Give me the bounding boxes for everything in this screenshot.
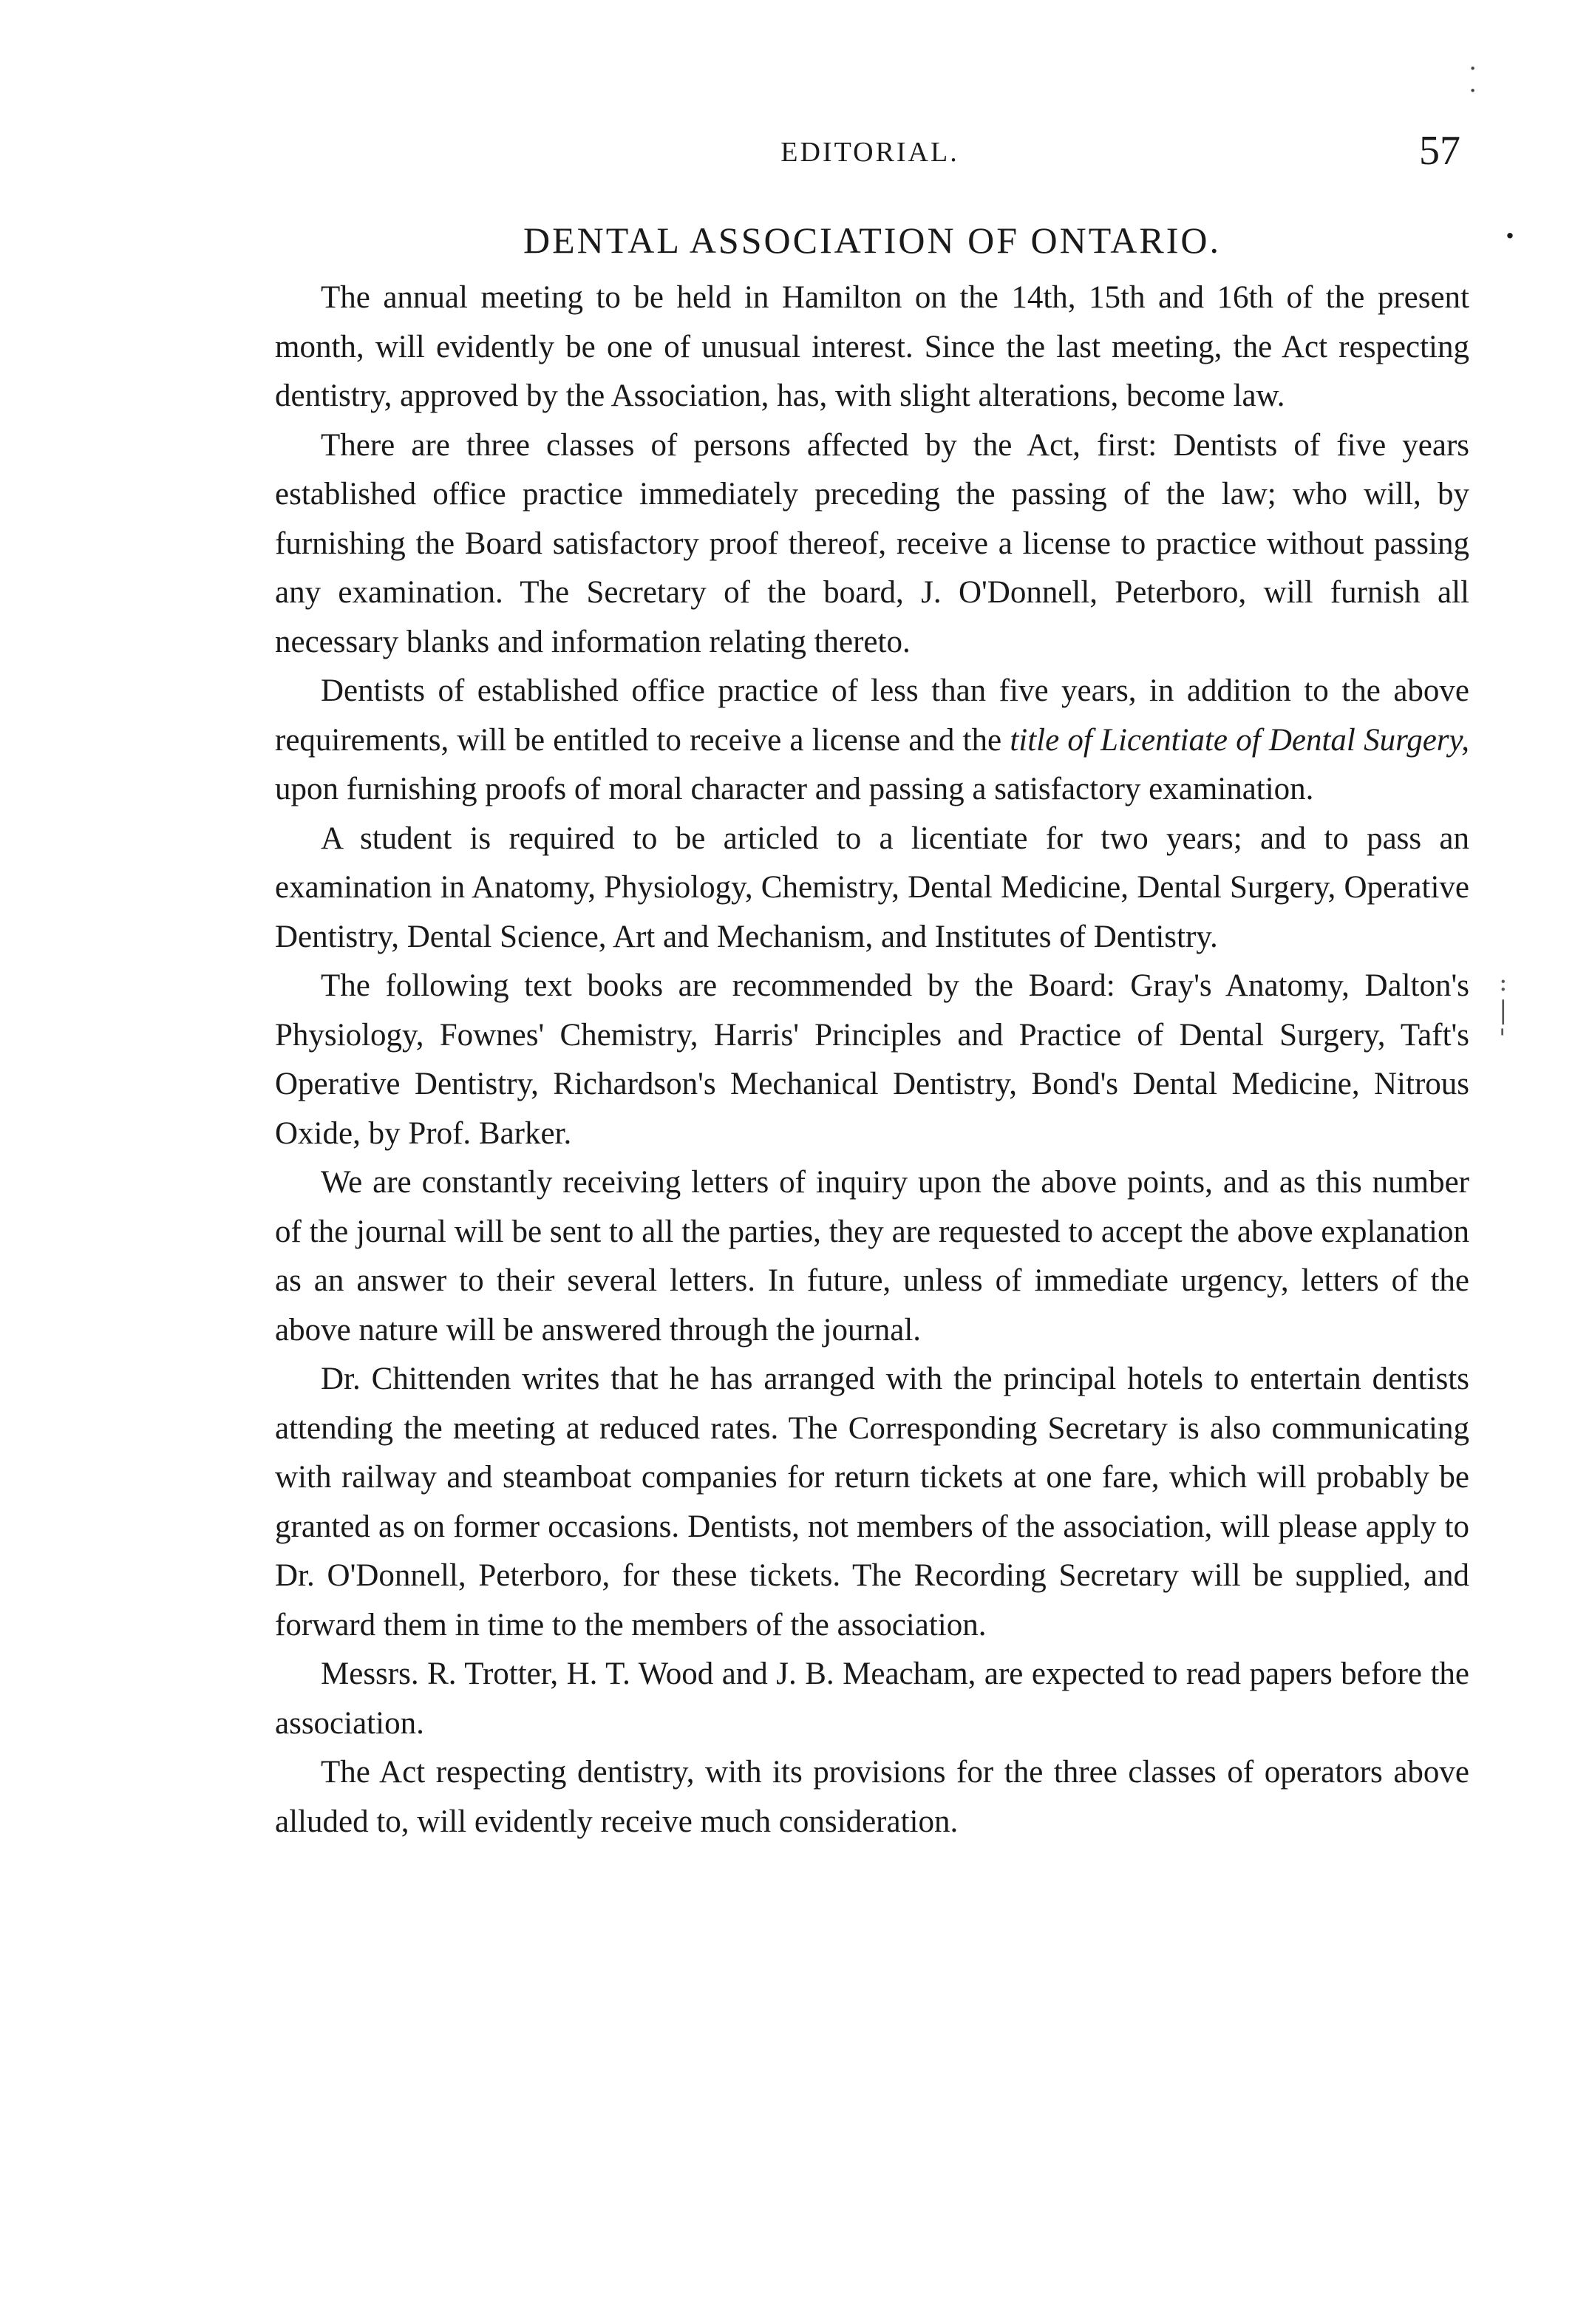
paragraph-letters: We are constantly receiving letters of inquiry upon the above points, and as this number of the journal will be sent to all the parties, they are requested to accept the above explanation as an answer to their several letters. In future, unless of immediate urgency, letters of the above nature will be answered through the journal. bbox=[275, 1165, 1469, 1348]
page-number: 57 bbox=[1419, 128, 1460, 174]
licentiate-title: title of Licentiate of Dental Surgery, bbox=[1010, 722, 1469, 758]
paragraph-hotels: Dr. Chittenden writes that he has arranged with the principal hotels to entertain dentists attending the meeting at reduced rates. The Corresponding Secretary is also communicating with railway and steamboat companies for return tickets at one fare, which will probably be granted as on former occasions. Dentists, not members of the association, will please apply to Dr. O'Donnell, Peterboro, for these tickets. The Recording Secretary will be supplied, and forward them in time to the members of the association. bbox=[275, 1362, 1469, 1642]
paragraph-licentiate-part1: Dentists of established office practice of less than five years, in addition to the above requirements, will be entitled to receive a license and the bbox=[275, 673, 1469, 758]
paragraph-student: A student is required to be articled to a licentiate for two years; and to pass an examination in Anatomy, Physiology, Chemistry, Dental Medicine, Dental Surgery, Operative Dentistry, Dental Science, Art and Mechanism, and Institutes of Dentistry. bbox=[275, 820, 1469, 954]
paragraph-three-classes: There are three classes of persons affected by the Act, first: Dentists of five years established office practice immediately preceding the passing of the law; who will, by furnishing the Board satisfactory proof thereof, receive a license to practice without passing any examination. The Secretary of the board, J. O'Donnell, Peterboro, will furnish all necessary blanks and information relating thereto. bbox=[275, 427, 1469, 659]
paragraph-act-consideration: The Act respecting dentistry, with its provisions for the three classes of operators above alluded to, will evidently receive much consideration. bbox=[275, 1755, 1469, 1839]
paragraph-licentiate-part2: upon furnishing proofs of moral character and passing a satisfactory examination. bbox=[275, 772, 1314, 806]
ink-speck-icon: · bbox=[1505, 219, 1515, 254]
paragraph-annual-meeting: The annual meeting to be held in Hamilton on the 14th, 15th and 16th of the present month, will evidently be one of unusual interest. Since the last meeting, the Act respecting dentistry, approved by the Association, has, with slight alterations, become law. bbox=[275, 280, 1469, 413]
running-head bbox=[275, 128, 1465, 183]
paragraph-papers: Messrs. R. Trotter, H. T. Wood and J. B. Meacham, are expected to read papers before the association. bbox=[275, 1657, 1469, 1741]
margin-marks-icon: : | ' bbox=[1499, 968, 1508, 1053]
paragraph-licentiate bbox=[275, 667, 1469, 815]
margin-speck-icon: · · bbox=[1469, 54, 1477, 106]
article-body bbox=[275, 273, 1469, 1846]
running-title: EDITORIAL. bbox=[780, 137, 959, 168]
article-title: DENTAL ASSOCIATION OF ONTARIO. bbox=[523, 220, 1222, 261]
paragraph-text-books: The following text books are recommended by the Board: Gray's Anatomy, Dalton's Physiology, Fownes' Chemistry, Harris' Principles and Practice of Dental Surgery, Taft's Operative Dentistry, Richardson's Mechanical Dentistry, Bond's Dental Medicine, Nitrous Oxide, by Prof. Barker. bbox=[275, 968, 1469, 1151]
